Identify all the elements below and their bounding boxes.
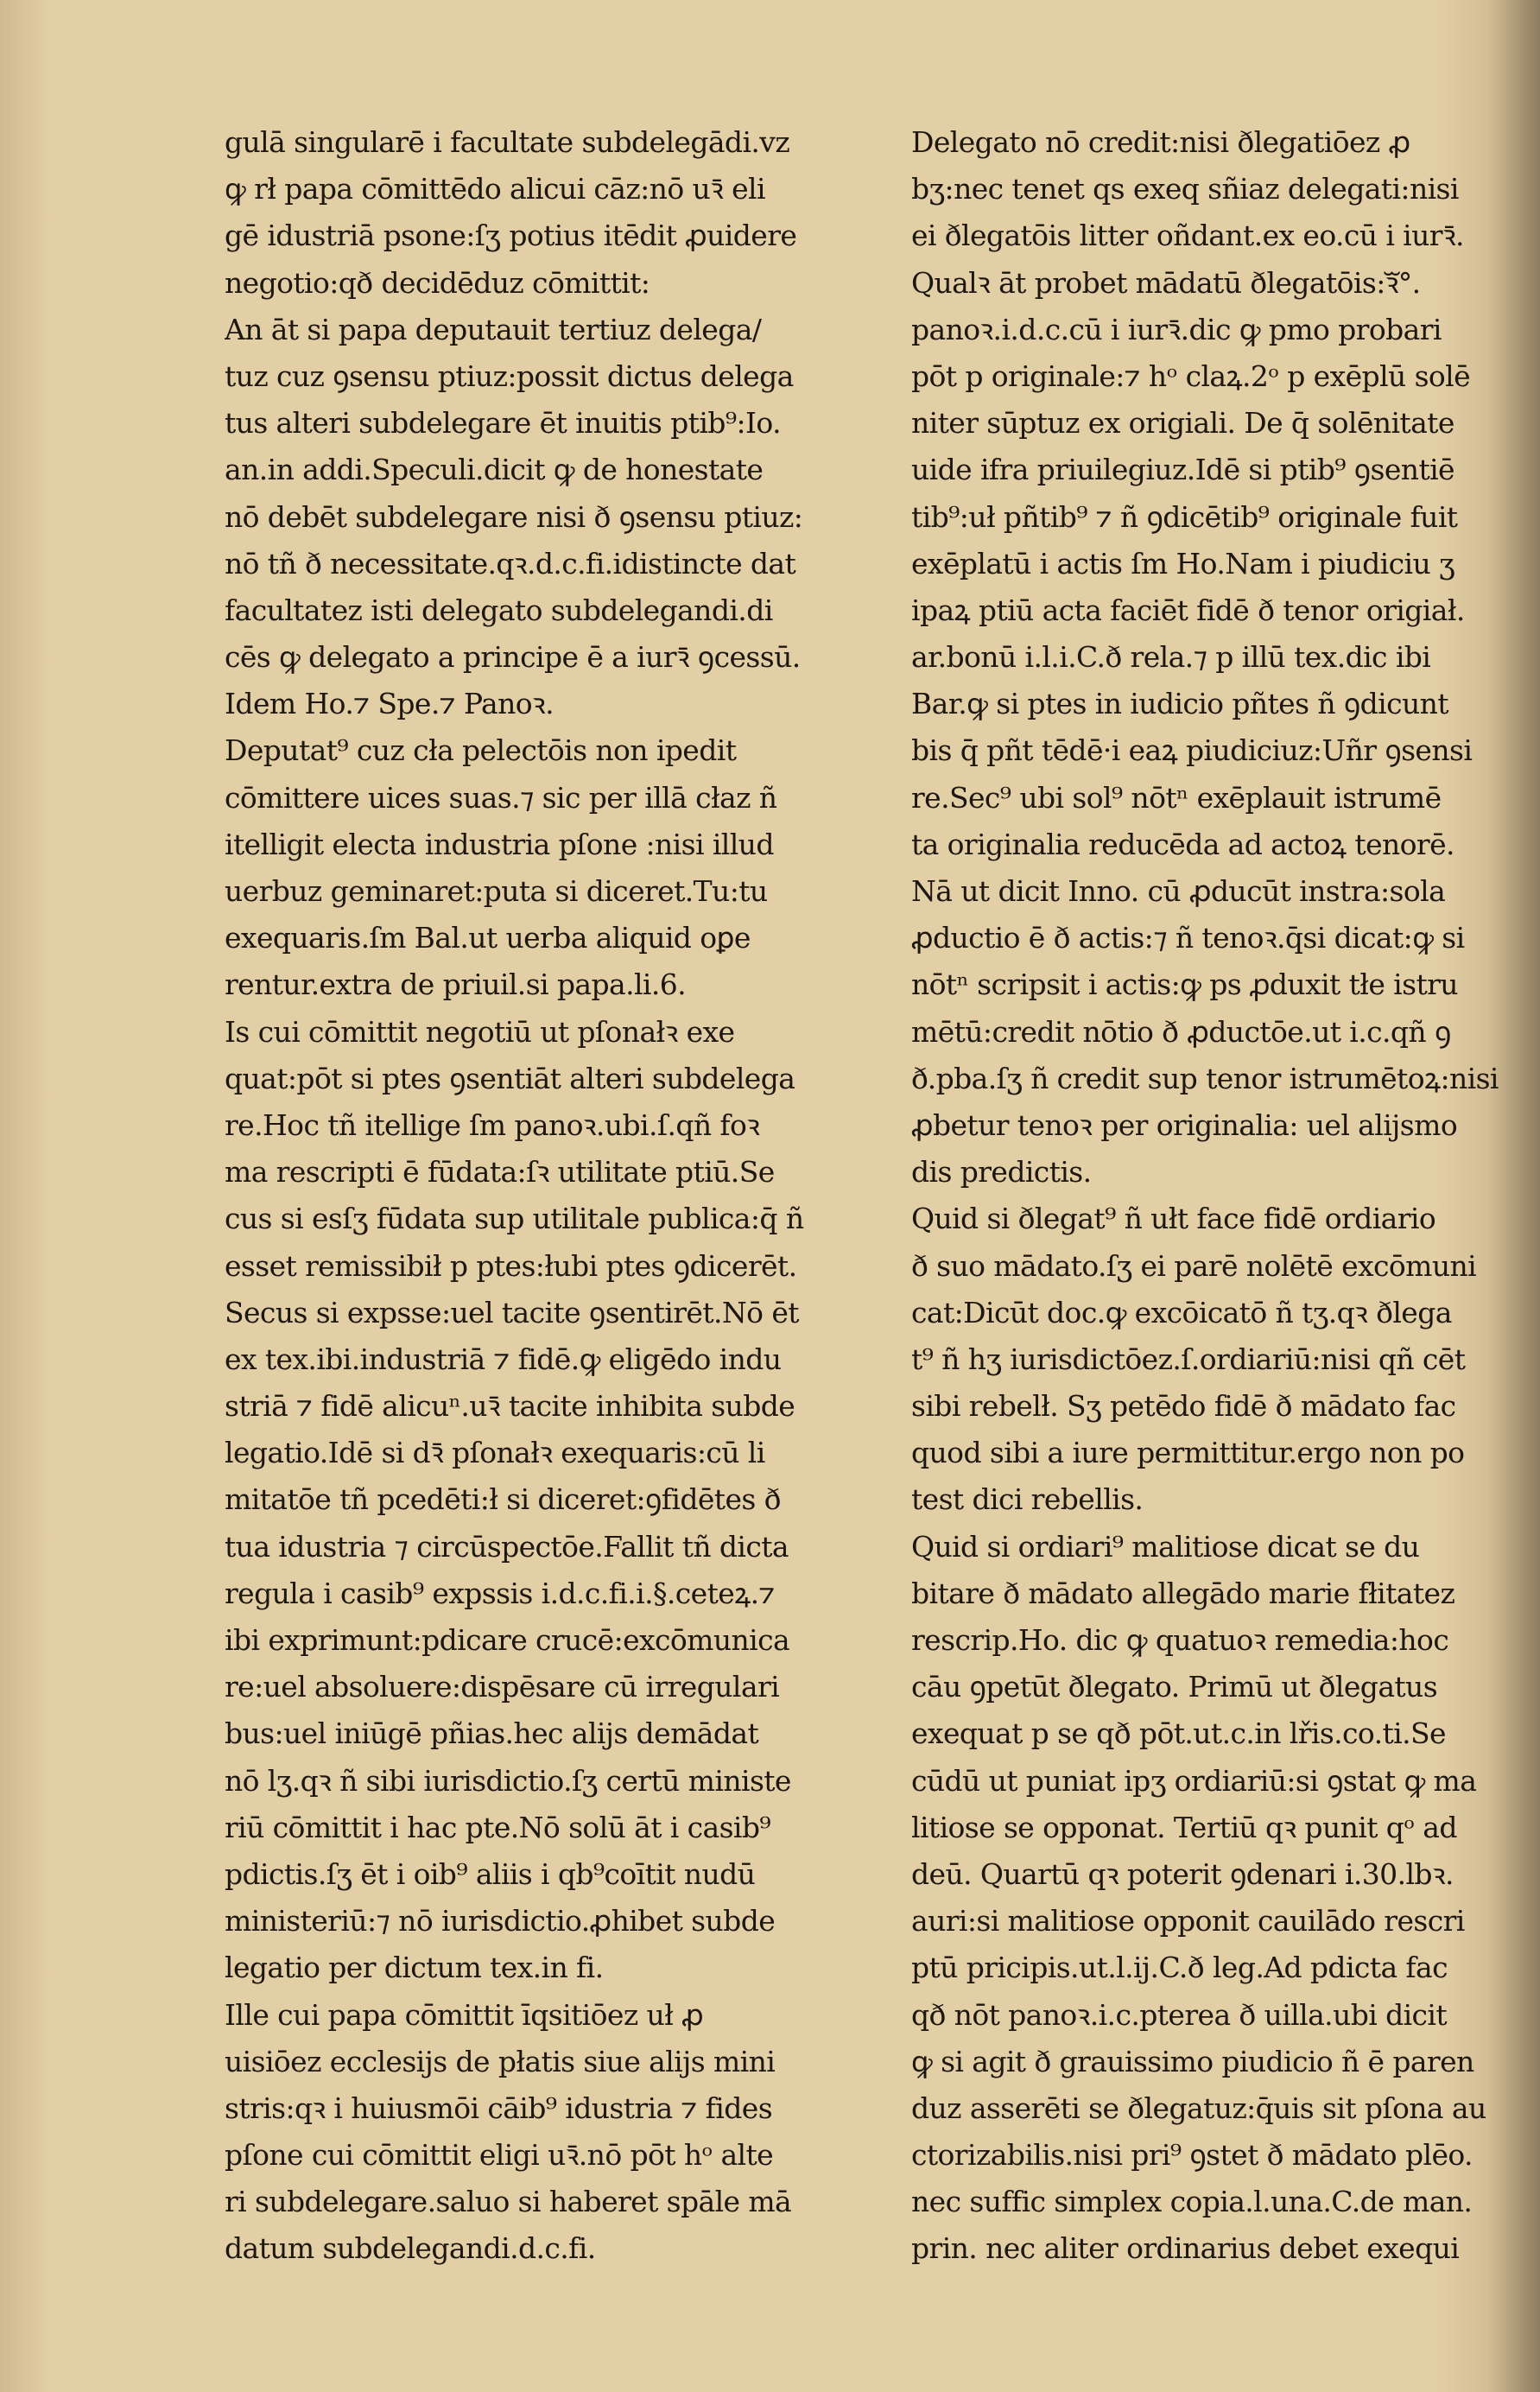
text-line: quat:pōt si ptes ꝯsentiāt alteri subdelega <box>225 1061 795 1095</box>
text-line: ꝙ si agit ð grauissimo piudicio ñ ē paren <box>911 2044 1474 2078</box>
text-line: ipaꝝ ptiū acta faciēt fidē ð tenor origiał. <box>911 593 1465 627</box>
text-line: mitatōe tñ pcedēti:ł si diceret:ꝯfidētes ð <box>225 1482 781 1517</box>
text-line: Is cui cōmittit negotiū ut pſonałꝛ exe <box>225 1014 735 1049</box>
text-line: ex tex.ibi.industriā ⁊ fidē.ꝙ eligēdo indu <box>225 1342 782 1376</box>
text-line: ar.bonū i.l.i.C.ð rela.⁊ p illū tex.dic ibi <box>911 640 1431 675</box>
text-line: litiose se opponat. Tertiū qꝛ punit qᵒ ad <box>911 1810 1457 1844</box>
text-line: ministeriū:⁊ nō iurisdictio.ꝓhibet subde <box>225 1904 776 1938</box>
text-line: esset remissibił p ptes:łubi ptes ꝯdicerēt. <box>225 1248 797 1283</box>
text-line: Deputat⁹ cuz cła pelectōis non ipedit <box>225 733 737 768</box>
text-line: auri:si malitiose opponit cauilādo rescri <box>911 1904 1465 1938</box>
text-line: dis predictis. <box>911 1155 1092 1190</box>
text-line: niter sūptuz ex origiali. De q̄ solēnitate <box>911 406 1454 441</box>
text-line: ta originalia reducēda ad actoꝝ tenorē. <box>911 827 1454 861</box>
text-line: Bar.ꝙ si ptes in iudicio pñtes ñ ꝯdicunt <box>911 687 1448 721</box>
text-line: bus:uel iniūgē pñias.hec alijs demādat <box>225 1716 759 1751</box>
text-line: ibi exprimunt:pdicare crucē:excōmunica <box>225 1623 790 1657</box>
text-line: Quid si ordiari⁹ malitiose dicat se du <box>911 1529 1420 1564</box>
text-line: re:uel absoluere:dispēsare cū irregulari <box>225 1670 780 1704</box>
text-line: pſone cui cōmittit eligi uꝛ̄.nō pōt hᵒ alte <box>225 2138 774 2173</box>
text-line: Quid si ðlegat⁹ ñ ułt face fidē ordiario <box>911 1202 1436 1236</box>
text-line: exēplatū i actis ſm Ho.Nam i piudiciu ʒ <box>911 546 1455 581</box>
text-line: bis q̄ pñt tēdē·i eaꝝ piudiciuz:Uñr ꝯsensi <box>911 733 1473 768</box>
text-line: legatio.Idē si dꝛ̄ pſonałꝛ exequaris:cū li <box>225 1436 765 1470</box>
text-line: prin. nec aliter ordinarius debet exequi <box>911 2231 1460 2266</box>
text-line: re.Sec⁹ ubi sol⁹ nōtⁿ exēplauit istrumē <box>911 780 1442 815</box>
text-line: nō debēt subdelegare nisi ð ꝯsensu ptiuz: <box>225 499 803 534</box>
text-line: riū cōmittit i hac pte.Nō solū āt i casib⁹ <box>225 1810 771 1844</box>
text-line: ꝓductio ē ð actis:⁊ ñ tenoꝛ.q̄si dicat:ꝙ si <box>911 921 1465 955</box>
text-line: tib⁹:uł pñtib⁹ ⁊ ñ ꝯdicētib⁹ originale fuit <box>911 499 1458 534</box>
text-line: tua idustria ⁊ circūspectōe.Fallit tñ dicta <box>225 1529 789 1564</box>
text-line: datum subdelegandi.d.c.fi. <box>225 2231 596 2266</box>
text-line: Secus si expsse:uel tacite ꝯsentirēt.Nō ēt <box>225 1295 799 1329</box>
text-line: bʒ:nec tenet qs exeq sñiaz delegati:nisi <box>911 172 1459 206</box>
text-line: cōmittere uices suas.⁊ sic per illā cłaz ñ <box>225 780 777 815</box>
text-line: exequaris.ſm Bal.ut uerba aliquid oꝑe <box>225 921 751 955</box>
text-line: bitare ð mādato allegādo marie fłitatez <box>911 1576 1455 1610</box>
text-line: cēs ꝙ delegato a principe ē a iurꝛ̄ ꝯcessū. <box>225 640 801 675</box>
text-line: uerbuz geminaret:puta si diceret.Tu:tu <box>225 874 768 908</box>
text-line: cūdū ut puniat ipʒ ordiariū:si ꝯstat ꝙ ma <box>911 1763 1477 1798</box>
text-line: gulā singularē i facultate subdelegādi.vz <box>225 125 790 159</box>
text-line: ꝓbetur tenoꝛ per originalia: uel alijsmo <box>911 1107 1458 1142</box>
text-line: nec suffic simplex copia.l.una.C.de man. <box>911 2185 1473 2219</box>
text-line: panoꝛ.i.d.c.cū i iurꝛ̄.dic ꝙ pmo probari <box>911 312 1442 346</box>
text-line: duz asserēti se ðlegatuz:q̄uis sit pſona au <box>911 2091 1486 2125</box>
text-line: ð suo mādato.ſʒ ei parē nolētē excōmuni <box>911 1248 1477 1283</box>
text-line: exequat p se qð pōt.ut.c.in lřis.co.ti.Se <box>911 1716 1446 1751</box>
text-line: pōt p originale:⁊ hᵒ claꝝ.2ᵒ p exēplū solē <box>911 358 1471 393</box>
text-line: uisiōez ecclesijs de płatis siue alijs mini <box>225 2044 776 2078</box>
text-line: mētū:credit nōtio ð ꝓductōe.ut i.c.qñ ꝯ <box>911 1014 1451 1049</box>
text-line: cat:Dicūt doc.ꝙ excōicatō ñ tʒ.qꝛ ðlega <box>911 1295 1452 1329</box>
text-line: An āt si papa deputauit tertiuz delega/ <box>225 312 762 346</box>
text-line: uide ifra priuilegiuz.Idē si ptib⁹ ꝯsentiē <box>911 453 1454 487</box>
text-line: rescrip.Ho. dic ꝙ quatuoꝛ remedia:hoc <box>911 1623 1449 1657</box>
text-line: itelligit electa industria pſone :nisi illud <box>225 827 774 861</box>
text-line: ctorizabilis.nisi pri⁹ ꝯstet ð mādato plēo. <box>911 2138 1473 2173</box>
text-line: regula i casib⁹ expssis i.d.c.fi.i.§.ceteꝝ.⁊ <box>225 1576 775 1610</box>
text-line: gē idustriā psone:ſʒ potius itēdit ꝓuidere <box>225 219 797 253</box>
text-line: tus alteri subdelegare ēt inuitis ptib⁹:Io. <box>225 406 781 441</box>
text-line: sibi rebelł. Sʒ petēdo fidē ð mādato fac <box>911 1389 1456 1424</box>
text-line: negotio:qð decidēduz cōmittit: <box>225 265 650 300</box>
text-line: Nā ut dicit Inno. cū ꝓducūt instra:sola <box>911 874 1446 908</box>
text-line: qð nōt panoꝛ.i.c.pterea ð uilla.ubi dicit <box>911 1997 1448 2032</box>
text-line: Idem Ho.⁊ Spe.⁊ Panoꝛ. <box>225 687 554 721</box>
text-line: Ille cui papa cōmittit īqsitiōez uł ꝓ <box>225 1997 704 2032</box>
text-line: facultatez isti delegato subdelegandi.di <box>225 593 773 627</box>
text-line: quod sibi a iure permittitur.ergo non po <box>911 1436 1465 1470</box>
text-line: an.in addi.Speculi.dicit ꝙ de honestate <box>225 453 764 487</box>
text-line: striā ⁊ fidē alicuⁿ.uꝛ̄ tacite inhibita subde <box>225 1389 795 1424</box>
text-line: deū. Quartū qꝛ poterit ꝯdenari i.30.lbꝛ. <box>911 1856 1454 1891</box>
text-line: Delegato nō credit:nisi ðlegatiōez ꝓ <box>911 125 1410 159</box>
text-line: ma rescripti ē fūdata:ſꝛ utilitate ptiū.Se <box>225 1155 775 1190</box>
text-line: tuz cuz ꝯsensu ptiuz:possit dictus delega <box>225 358 794 393</box>
text-line: test dici rebellis. <box>911 1482 1144 1517</box>
text-line: nō lʒ.qꝛ ñ sibi iurisdictio.ſʒ certū ministe <box>225 1763 791 1798</box>
text-line: cāu ꝯpetūt ðlegato. Primū ut ðlegatus <box>911 1670 1438 1704</box>
text-line: cus si esſʒ fūdata sup utilitale publica:q̄ ñ <box>225 1202 804 1236</box>
text-line: legatio per dictum tex.in fi. <box>225 1951 604 1985</box>
text-line: ptū pricipis.ut.l.ij.C.ð leg.Ad pdicta fac <box>911 1951 1448 1985</box>
text-line: ri subdelegare.saluo si haberet spāle mā <box>225 2185 792 2219</box>
text-line: pdictis.ſʒ ēt i oib⁹ aliis i qb⁹coītit nudū <box>225 1856 756 1891</box>
text-line: Qualꝛ āt probet mādatū ðlegatōis:ꝛᷓ°. <box>911 265 1421 300</box>
text-line: ei ðlegatōis litter oñdant.ex eo.cū i iurꝛ̄. <box>911 219 1464 253</box>
text-line: ꝙ rł papa cōmittēdo alicui cāz:nō uꝛ̄ eli <box>225 172 765 206</box>
text-line: nō tñ ð necessitate.qꝛ.d.c.fi.idistincte dat <box>225 546 796 581</box>
right-text-column <box>911 119 1505 2273</box>
text-line: t⁹ ñ hʒ iurisdictōez.ſ.ordiariū:nisi qñ cēt <box>911 1342 1466 1376</box>
text-line: rentur.extra de priuil.si papa.li.6. <box>225 968 687 1002</box>
text-line: stris:qꝛ i huiusmōi cāib⁹ idustria ⁊ fides <box>225 2091 773 2125</box>
text-line: ð.pba.ſʒ ñ credit sup tenor istrumētoꝝ:nisi <box>911 1061 1499 1095</box>
text-line: re.Hoc tñ itellige ſm panoꝛ.ubi.ſ.qñ foꝛ <box>225 1107 760 1142</box>
text-line: nōtⁿ scripsit i actis:ꝙ ps ꝓduxit tłe istru <box>911 968 1458 1002</box>
left-text-column <box>225 119 860 2273</box>
